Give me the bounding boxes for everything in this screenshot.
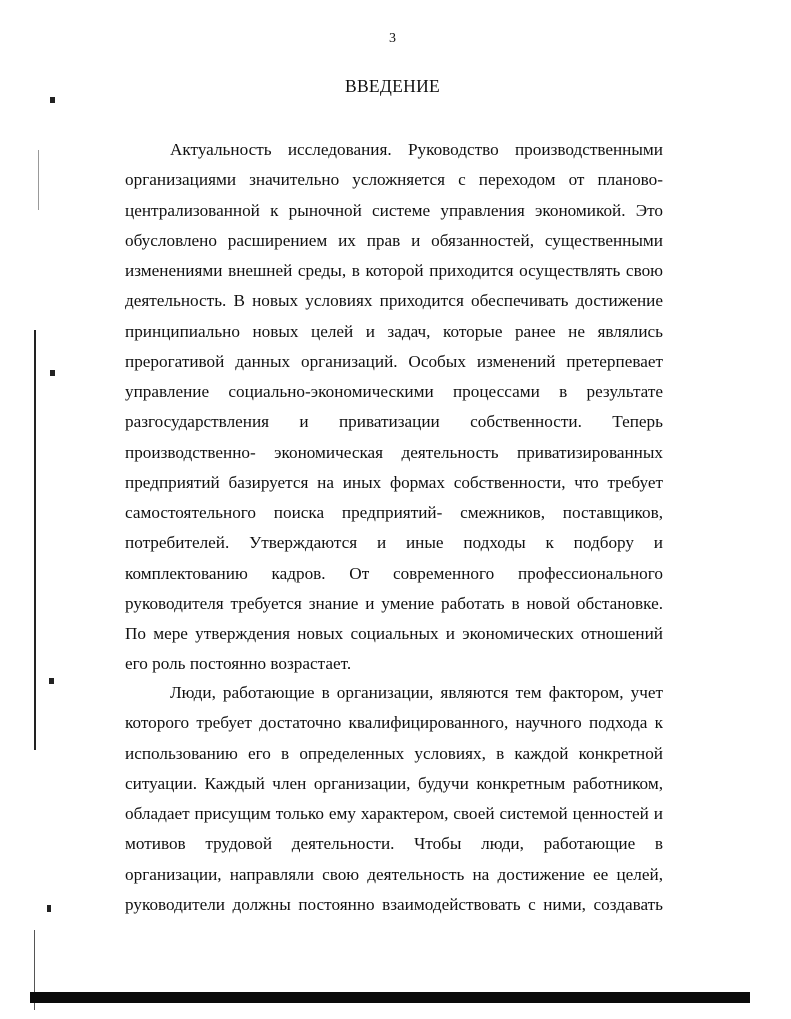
text-line: организациями значительно усложняется с переходом от планово- <box>125 170 663 190</box>
text-line: мотивов трудовой деятельности. Чтобы люди, работающие в <box>125 834 663 854</box>
scan-edge-mark <box>34 330 36 750</box>
text-line: самостоятельного поиска предприятий- смежников, поставщиков, <box>125 503 663 522</box>
text-line: управление социально-экономическими процессами в результате <box>125 382 663 401</box>
text-line: организации, направляли свою деятельность на достижение ее целей, <box>125 864 663 884</box>
page-number: 3 <box>389 31 396 46</box>
text-line: ситуации. Каждый член организации, будучи конкретным работником, <box>125 773 663 793</box>
text-line: обладает присущим только ему характером, своей системой ценностей и <box>125 804 663 823</box>
section-title: ВВЕДЕНИЕ <box>344 76 441 96</box>
text-line: потребителей. Утверждаются и иные подходы к подбору и <box>125 533 663 553</box>
scan-bottom-border <box>30 992 750 1003</box>
text-line: обусловлено расширением их прав и обязанностей, существенными <box>125 230 663 250</box>
text-line: Актуальность исследования. Руководство производственными <box>170 140 663 159</box>
text-line: изменениями внешней среды, в которой приходится осуществлять свою <box>125 261 663 280</box>
scan-edge-mark <box>38 150 39 210</box>
scan-edge-mark <box>47 905 51 912</box>
text-line: централизованной к рыночной системе управления экономикой. Это <box>125 200 663 220</box>
text-line: руководители должны постоянно взаимодействовать с ними, создавать <box>125 894 663 914</box>
text-line: использованию его в определенных условиях, в каждой конкретной <box>125 743 663 763</box>
text-line: принципиально новых целей и задач, которые ранее не являлись <box>125 321 663 341</box>
text-line: По мере утверждения новых социальных и экономических отношений <box>125 624 663 643</box>
text-line: предприятий базируется на иных формах собственности, что требует <box>125 472 663 492</box>
text-line: производственно- экономическая деятельность приватизированных <box>125 442 663 462</box>
scan-edge-mark <box>50 370 55 376</box>
text-line: прерогативой данных организаций. Особых изменений претерпевает <box>125 351 663 371</box>
text-line: его роль постоянно возрастает. <box>125 654 352 674</box>
text-line: Люди, работающие в организации, являются тем фактором, учет <box>170 683 663 702</box>
text-line: комплектованию кадров. От современного профессионального <box>125 563 663 583</box>
text-line: которого требует достаточно квалифицированного, научного подхода к <box>125 713 663 733</box>
scan-edge-mark <box>50 97 55 103</box>
text-line: руководителя требуется знание и умение работать в новой обстановке. <box>125 593 663 613</box>
text-line: разгосударствления и приватизации собственности. Теперь <box>125 412 663 432</box>
scan-edge-mark <box>49 678 54 684</box>
text-line: деятельность. В новых условиях приходится обеспечивать достижение <box>125 291 663 311</box>
